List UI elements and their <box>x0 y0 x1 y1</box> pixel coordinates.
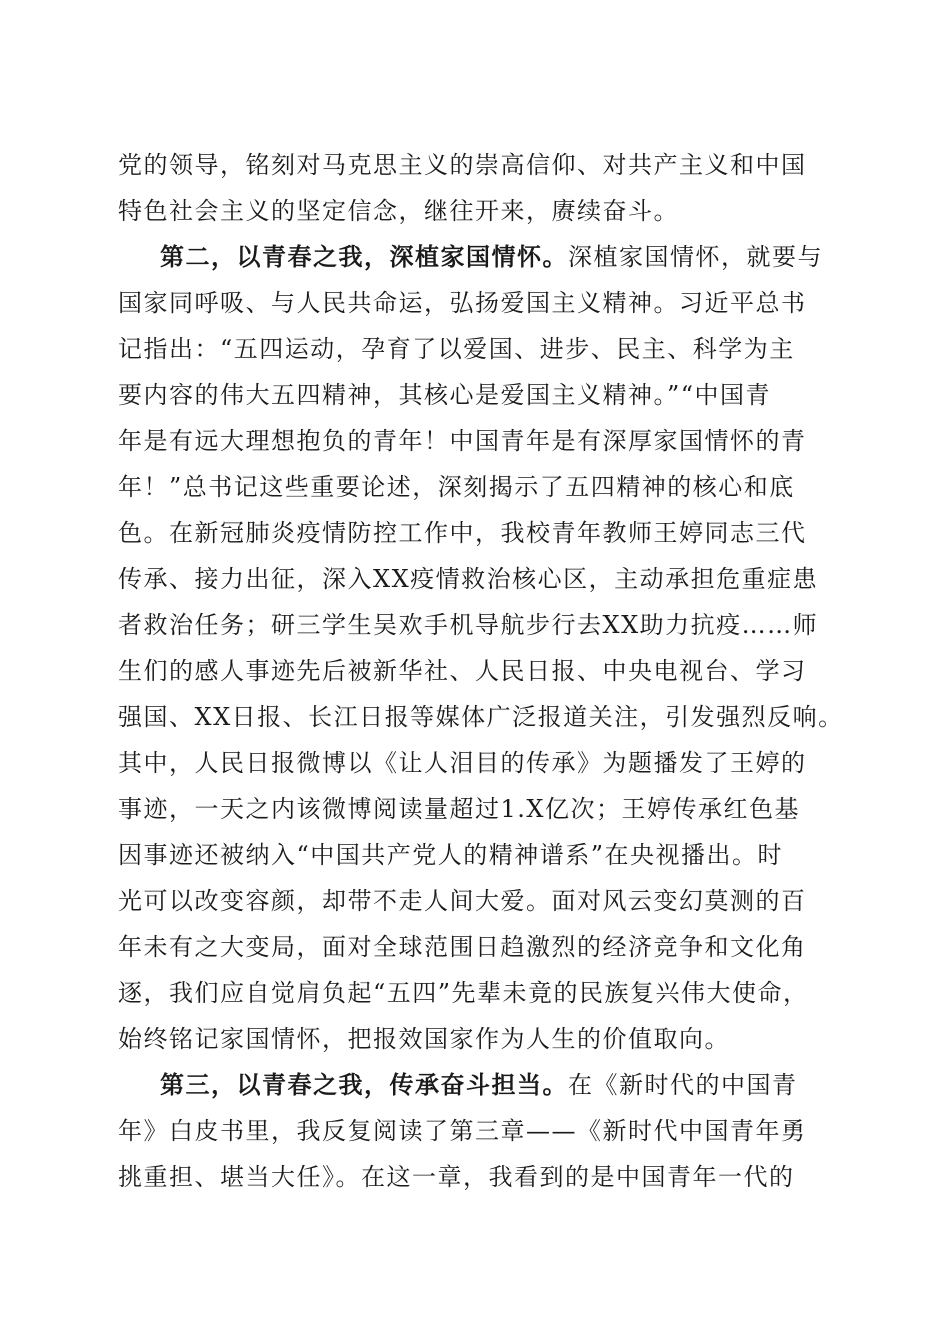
paragraph-line: 挑重担、堪当大任》。在这一章，我看到的是中国青年一代的 <box>118 1163 795 1191</box>
paragraph-line: 国家同呼吸、与人民共命运，弘扬爱国主义精神。习近平总书 <box>118 289 807 317</box>
section3-first-line-text: 在《新时代的中国青 <box>568 1071 798 1099</box>
paragraph-line: 强国、XX日报、长江日报等媒体广泛报道关注，引发强烈反响。 <box>118 703 844 731</box>
paragraph-line: 者救治任务；研三学生吴欢手机导航步行去XX助力抗疫……师 <box>118 611 819 639</box>
paragraph-line: 年未有之大变局，面对全球范围日趋激烈的经济竞争和文化角 <box>118 933 807 961</box>
paragraph-line: 事迹，一天之内该微博阅读量超过1.X亿次；王婷传承红色基 <box>118 795 800 823</box>
section3-heading: 第三，以青春之我，传承奋斗担当。 <box>160 1070 568 1099</box>
paragraph-line: 特色社会主义的坚定信念，继往开来，赓续奋斗。 <box>118 197 679 225</box>
section2-heading: 第二，以青春之我，深植家国情怀。 <box>160 242 568 271</box>
paragraph-line: 传承、接力出征，深入XX疫情救治核心区，主动承担危重症患 <box>118 565 819 593</box>
section2-first-line <box>118 234 838 280</box>
paragraph-line: 始终铭记家国情怀，把报效国家作为人生的价值取向。 <box>118 1025 730 1053</box>
paragraph-line: 生们的感人事迹先后被新华社、人民日报、中央电视台、学习 <box>118 657 807 685</box>
section2-first-line-text: 深植家国情怀，就要与 <box>568 243 823 271</box>
paragraph-line: 年！”总书记这些重要论述，深刻揭示了五四精神的核心和底 <box>118 473 795 501</box>
paragraph-line: 因事迹还被纳入“中国共产党人的精神谱系”在央视播出。时 <box>118 841 784 869</box>
paragraph-line: 光可以改变容颜，却带不走人间大爱。面对风云变幻莫测的百 <box>118 887 807 915</box>
paragraph-line: 逐，我们应自觉肩负起“五四”先辈未竟的民族复兴伟大使命， <box>118 979 809 1007</box>
paragraph-line: 其中，人民日报微博以《让人泪目的传承》为题播发了王婷的 <box>118 749 807 777</box>
paragraph-line: 色。在新冠肺炎疫情防控工作中，我校青年教师王婷同志三代 <box>118 519 807 547</box>
document-body <box>118 142 844 1200</box>
paragraph-line: 要内容的伟大五四精神，其核心是爱国主义精神。”“中国青 <box>118 381 772 409</box>
paragraph-line: 年是有远大理想抱负的青年！中国青年是有深厚家国情怀的青 <box>118 427 807 455</box>
section3-first-line <box>118 1062 838 1108</box>
paragraph-line: 记指出：“五四运动，孕育了以爱国、进步、民主、科学为主 <box>118 335 795 363</box>
paragraph-line: 年》白皮书里，我反复阅读了第三章——《新时代中国青年勇 <box>118 1117 807 1145</box>
paragraph-line: 党的领导，铭刻对马克思主义的崇高信仰、对共产主义和中国 <box>118 151 807 179</box>
